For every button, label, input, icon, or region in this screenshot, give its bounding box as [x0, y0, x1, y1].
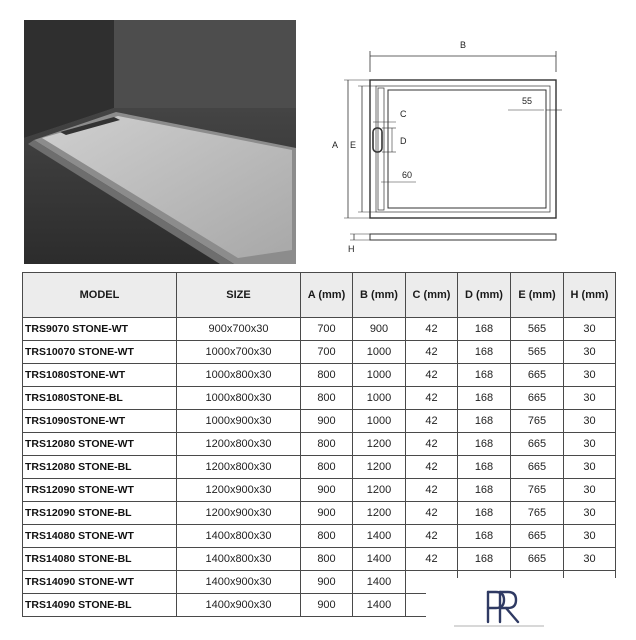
table-cell: 800: [301, 433, 353, 456]
label-c: C: [400, 109, 407, 119]
table-row: [23, 364, 616, 387]
table-cell: 900: [301, 479, 353, 502]
model-cell: TRS12090 STONE-BL: [23, 502, 177, 525]
model-cell: TRS14090 STONE-BL: [23, 594, 177, 617]
table-cell: 168: [458, 318, 511, 341]
table-cell: 1200: [353, 433, 406, 456]
table-cell: 30: [564, 502, 616, 525]
table-row: [23, 387, 616, 410]
model-cell: TRS1090STONE-WT: [23, 410, 177, 433]
table-row: [23, 341, 616, 364]
pr-monogram-logo-icon: [426, 578, 626, 640]
table-cell: 665: [511, 387, 564, 410]
table-cell: 1400: [353, 548, 406, 571]
table-cell: 665: [511, 456, 564, 479]
table-cell: 800: [301, 548, 353, 571]
table-cell: 168: [458, 387, 511, 410]
table-cell: 30: [564, 387, 616, 410]
table-cell: 30: [564, 479, 616, 502]
table-cell: 42: [406, 548, 458, 571]
table-cell: 665: [511, 525, 564, 548]
table-cell: 42: [406, 364, 458, 387]
table-cell: 765: [511, 410, 564, 433]
column-header: D (mm): [458, 273, 511, 318]
table-cell: 900: [301, 502, 353, 525]
table-row: [23, 479, 616, 502]
table-row: [23, 548, 616, 571]
table-cell: 168: [458, 548, 511, 571]
column-header: A (mm): [301, 273, 353, 318]
model-cell: TRS9070 STONE-WT: [23, 318, 177, 341]
model-cell: TRS10070 STONE-WT: [23, 341, 177, 364]
table-cell: 1400: [353, 525, 406, 548]
column-header: SIZE: [177, 273, 301, 318]
table-cell: 1000x800x30: [177, 387, 301, 410]
table-cell: 900: [301, 571, 353, 594]
label-60: 60: [402, 170, 413, 180]
table-cell: 30: [564, 548, 616, 571]
table-cell: 42: [406, 341, 458, 364]
table-cell: 900: [301, 410, 353, 433]
table-cell: 1000: [353, 387, 406, 410]
table-cell: 1000x800x30: [177, 364, 301, 387]
table-cell: 168: [458, 364, 511, 387]
table-cell: 1200x900x30: [177, 502, 301, 525]
column-header: E (mm): [511, 273, 564, 318]
table-cell: 42: [406, 479, 458, 502]
table-cell: 30: [564, 433, 616, 456]
table-cell: 1400: [353, 571, 406, 594]
table-cell: 1200x800x30: [177, 433, 301, 456]
table-cell: 1000: [353, 410, 406, 433]
table-cell: 42: [406, 410, 458, 433]
table-cell: 1200: [353, 456, 406, 479]
spec-table: [22, 272, 616, 617]
table-cell: 1000x900x30: [177, 410, 301, 433]
table-cell: 42: [406, 318, 458, 341]
table-cell: 168: [458, 479, 511, 502]
table-cell: 168: [458, 502, 511, 525]
table-row: [23, 456, 616, 479]
table-cell: 168: [458, 433, 511, 456]
label-55: 55: [522, 96, 533, 106]
table-cell: 800: [301, 387, 353, 410]
table-cell: 565: [511, 341, 564, 364]
column-header: MODEL: [23, 273, 177, 318]
table-cell: 765: [511, 479, 564, 502]
model-cell: TRS12090 STONE-WT: [23, 479, 177, 502]
table-cell: 565: [511, 318, 564, 341]
table-cell: 665: [511, 433, 564, 456]
column-header: H (mm): [564, 273, 616, 318]
table-cell: 42: [406, 525, 458, 548]
table-cell: 665: [511, 548, 564, 571]
model-cell: TRS1080STONE-BL: [23, 387, 177, 410]
table-cell: 900: [301, 594, 353, 617]
table-cell: 30: [564, 456, 616, 479]
label-d: D: [400, 136, 407, 146]
product-photo: [24, 20, 296, 264]
table-cell: 168: [458, 341, 511, 364]
table-cell: 1000: [353, 364, 406, 387]
label-a: A: [332, 140, 339, 150]
model-cell: TRS1080STONE-WT: [23, 364, 177, 387]
table-cell: 765: [511, 502, 564, 525]
model-cell: TRS14080 STONE-BL: [23, 548, 177, 571]
table-cell: 1000x700x30: [177, 341, 301, 364]
table-cell: 1200x900x30: [177, 479, 301, 502]
table-cell: 1200x800x30: [177, 456, 301, 479]
table-cell: 30: [564, 410, 616, 433]
model-cell: TRS12080 STONE-BL: [23, 456, 177, 479]
table-cell: 800: [301, 525, 353, 548]
label-h: H: [348, 244, 355, 254]
table-cell: 1400: [353, 594, 406, 617]
table-cell: 1200: [353, 479, 406, 502]
table-cell: 900: [353, 318, 406, 341]
table-cell: 42: [406, 433, 458, 456]
model-cell: TRS14090 STONE-WT: [23, 571, 177, 594]
table-cell: 30: [564, 525, 616, 548]
table-cell: 900x700x30: [177, 318, 301, 341]
model-cell: TRS12080 STONE-WT: [23, 433, 177, 456]
table-cell: 1400x800x30: [177, 548, 301, 571]
table-cell: 30: [564, 318, 616, 341]
model-cell: TRS14080 STONE-WT: [23, 525, 177, 548]
table-cell: 168: [458, 525, 511, 548]
table-header-row: [23, 273, 616, 318]
table-row: [23, 502, 616, 525]
table-cell: 1400x900x30: [177, 571, 301, 594]
table-cell: 665: [511, 364, 564, 387]
column-header: C (mm): [406, 273, 458, 318]
table-cell: 168: [458, 456, 511, 479]
table-cell: 42: [406, 502, 458, 525]
table-cell: 30: [564, 364, 616, 387]
label-b: B: [460, 40, 467, 50]
table-row: [23, 433, 616, 456]
table-cell: 800: [301, 364, 353, 387]
table-cell: 700: [301, 341, 353, 364]
column-header: B (mm): [353, 273, 406, 318]
table-cell: 1000: [353, 341, 406, 364]
label-e: E: [350, 140, 357, 150]
table-cell: 168: [458, 410, 511, 433]
table-row: [23, 410, 616, 433]
table-row: [23, 525, 616, 548]
table-cell: 1400x900x30: [177, 594, 301, 617]
table-cell: 30: [564, 341, 616, 364]
table-cell: 1400x800x30: [177, 525, 301, 548]
dimension-diagram: [326, 22, 626, 268]
table-cell: 800: [301, 456, 353, 479]
brand-logo: [426, 578, 626, 640]
table-cell: 42: [406, 456, 458, 479]
table-cell: 42: [406, 387, 458, 410]
table-row: [23, 318, 616, 341]
table-cell: 700: [301, 318, 353, 341]
table-cell: 1200: [353, 502, 406, 525]
